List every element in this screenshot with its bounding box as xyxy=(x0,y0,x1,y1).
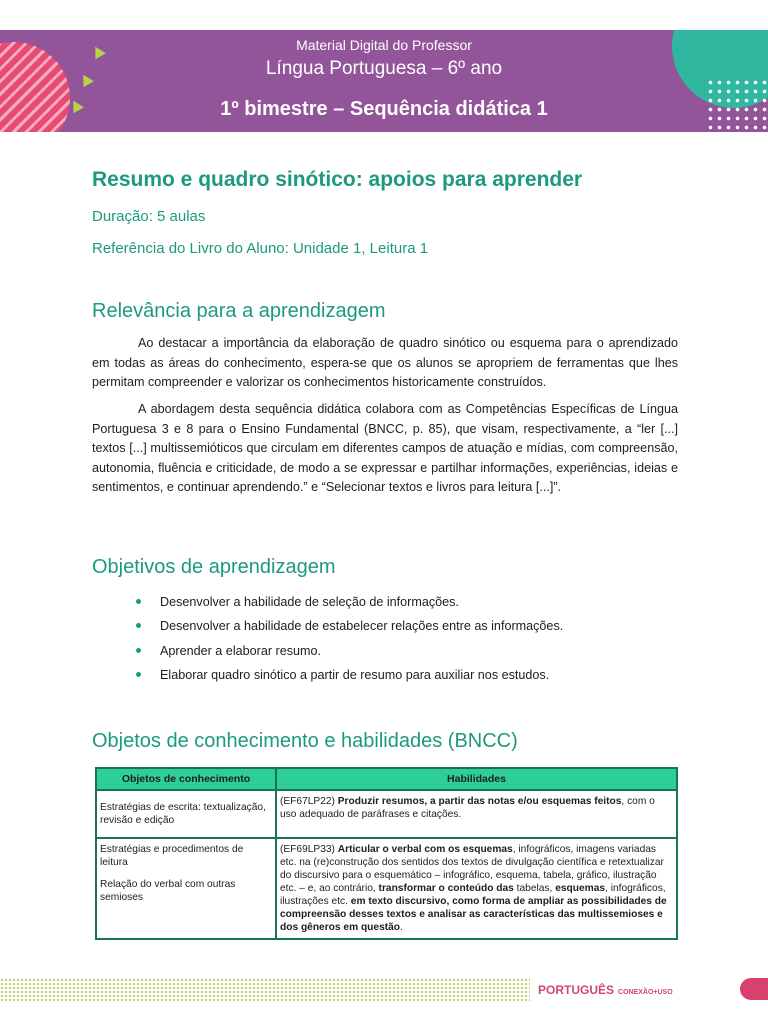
objectives-heading: Objetivos de aprendizagem xyxy=(92,556,336,578)
reference-text: Referência do Livro do Aluno: Unidade 1, Leitura 1 xyxy=(92,240,429,257)
cell-habilidade: (EF69LP33) Articular o verbal com os esquemas, infográficos, imagens variadas etc. na (re)construção dos sentidos dos textos de divulgação científica e retextualizar do discursivo para o esquemático – infográfico, esquema, tabela, gráfico, ilustração etc. – e, ao contrário, transformar o conteúdo das tabelas, esquemas, infográficos, ilustrações etc. em texto discursivo, como forma de ampliar as possibilidades de compreensão desses textos e analisar as características das multissemioses e dos gêneros em questão. xyxy=(276,838,677,939)
list-item: Elaborar quadro sinótico a partir de resumo para auxiliar nos estudos. xyxy=(136,666,563,690)
bncc-heading: Objetos de conhecimento e habilidades (BNCC) xyxy=(92,730,518,752)
table-header-row xyxy=(96,768,677,790)
table-row xyxy=(96,790,677,838)
bullet-icon xyxy=(136,672,141,677)
footer-decorative-tab xyxy=(740,978,768,1000)
footer-dot-pattern xyxy=(0,978,530,1002)
cell-objeto: Estratégias de escrita: textualização, revisão e edição xyxy=(96,790,276,838)
bncc-table xyxy=(95,767,678,940)
bullet-icon xyxy=(136,599,141,604)
page-title: Resumo e quadro sinótico: apoios para aprender xyxy=(92,168,583,191)
header-bimester: 1º bimestre – Sequência didática 1 xyxy=(220,98,548,120)
objectives-list xyxy=(136,593,563,690)
cell-habilidade: (EF67LP22) Produzir resumos, a partir das notas e/ou esquemas feitos, com o uso adequado de paráfrases e citações. xyxy=(276,790,677,838)
relevance-heading: Relevância para a aprendizagem xyxy=(92,300,386,322)
bullet-icon xyxy=(136,648,141,653)
list-item: Aprender a elaborar resumo. xyxy=(136,642,563,666)
table-row xyxy=(96,838,677,939)
header-material-label: Material Digital do Professor xyxy=(296,37,472,53)
cell-objeto: Estratégias e procedimentos de leitura Relação do verbal com outras semioses xyxy=(96,838,276,939)
list-item: Desenvolver a habilidade de seleção de informações. xyxy=(136,593,563,617)
bullet-icon xyxy=(136,623,141,628)
header-banner xyxy=(0,30,768,132)
duration-text: Duração: 5 aulas xyxy=(92,208,206,225)
footer-logo: PORTUGUÊS CONEXÃO+USO xyxy=(538,983,673,997)
list-item: Desenvolver a habilidade de estabelecer relações entre as informações. xyxy=(136,617,563,641)
relevance-paragraph-2: A abordagem desta sequência didática colabora com as Competências Específicas de Língua Portuguesa 3 e 8 para o Ensino Fundamental (BNCC, p. 85), que visam, respectivamente, a “ler [...] textos [...] multissemióticos que circulam em diferentes campos de atuação e mídias, com compreensão, autonomia, fluência e criticidade, de modo a se expressar e partilhar informações, experiências, ideias e sentimentos, e continuar aprendendo.” e “Selecionar textos e livros para leitura [...]”. xyxy=(92,402,678,495)
header-subject: Língua Portuguesa – 6º ano xyxy=(265,58,503,79)
relevance-paragraph-1: Ao destacar a importância da elaboração de quadro sinótico ou esquema para o aprendizado em todas as áreas do conhecimento, espera-se que os alunos se apropriem de ferramentas que lhes permitam compreender e valorizar os conhecimentos historicamente construídos. xyxy=(92,336,678,390)
column-header-habilidades: Habilidades xyxy=(276,768,677,790)
column-header-objetos: Objetos de conhecimento xyxy=(96,768,276,790)
